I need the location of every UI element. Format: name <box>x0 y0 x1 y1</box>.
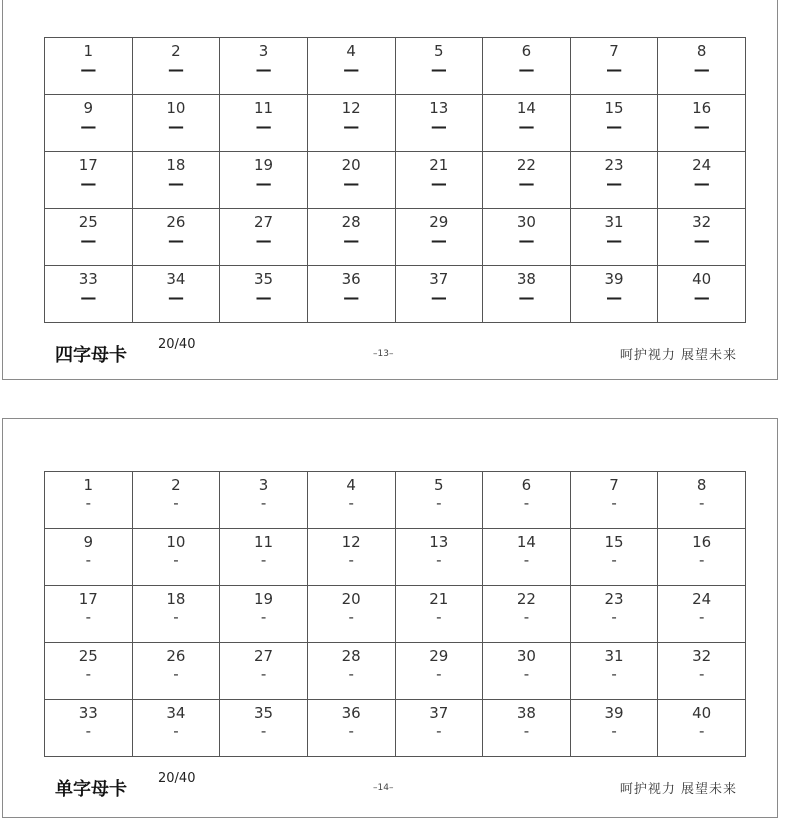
cell-number: 6 <box>521 42 532 60</box>
answer-blank: - <box>436 551 442 569</box>
cell-number: 37 <box>429 704 449 722</box>
grid-cell <box>308 586 396 643</box>
answer-blank: — <box>80 174 97 193</box>
grid-cell <box>220 95 308 152</box>
grid-cell <box>133 472 221 529</box>
grid-cell <box>396 700 484 757</box>
grid-cell <box>483 643 571 700</box>
answer-blank: — <box>255 60 272 79</box>
cell-number: 32 <box>692 647 712 665</box>
cell-number: 36 <box>341 704 361 722</box>
answer-blank: — <box>430 117 447 136</box>
grid-cell <box>571 529 659 586</box>
cell-number: 40 <box>692 270 712 288</box>
answer-blank: - <box>698 494 705 512</box>
grid-cell <box>483 95 571 152</box>
four-letter-card <box>2 0 778 380</box>
cell-number: 25 <box>78 647 98 665</box>
cell-number: 23 <box>604 590 624 608</box>
cell-number: 22 <box>516 590 536 608</box>
answer-blank: - <box>436 665 442 683</box>
cell-number: 29 <box>429 213 449 231</box>
grid-cell <box>308 95 396 152</box>
cell-number: 35 <box>254 704 274 722</box>
grid-cell <box>220 266 308 323</box>
cell-number: 18 <box>166 590 186 608</box>
answer-blank: — <box>430 288 447 307</box>
answer-blank: - <box>85 494 92 512</box>
answer-blank: - <box>85 665 92 683</box>
grid-cell <box>483 266 571 323</box>
answer-blank: — <box>343 288 360 307</box>
grid-cell <box>220 643 308 700</box>
answer-blank: — <box>343 231 360 250</box>
answer-blank: — <box>430 231 447 250</box>
answer-blank: - <box>523 608 530 626</box>
grid-cell <box>483 472 571 529</box>
answer-blank: - <box>436 494 442 512</box>
grid-cell <box>220 586 308 643</box>
grid-cell <box>396 529 484 586</box>
cell-number: 4 <box>346 476 356 494</box>
grid-cell <box>133 700 221 757</box>
grid-cell <box>308 472 396 529</box>
grid-cell <box>45 95 133 152</box>
cell-number: 14 <box>516 99 536 117</box>
grid-cell <box>658 700 746 757</box>
cell-number: 11 <box>254 533 274 551</box>
answer-blank: - <box>698 551 705 569</box>
answer-blank: — <box>343 60 360 79</box>
grid-cell <box>658 152 746 209</box>
cell-number: 24 <box>692 156 712 174</box>
cell-number: 4 <box>346 42 356 60</box>
grid-cell <box>396 643 484 700</box>
grid-cell <box>45 472 133 529</box>
cell-number: 30 <box>516 213 536 231</box>
answer-blank: - <box>85 722 92 740</box>
grid-cell <box>658 95 746 152</box>
card-footer <box>3 337 777 371</box>
answer-blank: — <box>430 60 447 79</box>
grid-cell <box>133 95 221 152</box>
answer-blank: - <box>173 494 179 512</box>
grid-cell <box>483 38 571 95</box>
cell-number: 35 <box>254 270 274 288</box>
cell-number: 10 <box>166 533 186 551</box>
page-number: –14– <box>373 783 394 793</box>
answer-blank: - <box>698 722 705 740</box>
grid-cell <box>45 586 133 643</box>
answer-blank: - <box>348 551 354 569</box>
answer-blank: - <box>698 665 705 683</box>
card-fraction: 20/40 <box>158 337 196 352</box>
slogan: 呵护视力 展望未来 <box>619 782 737 797</box>
answer-blank: - <box>698 608 705 626</box>
cell-number: 38 <box>516 270 536 288</box>
answer-blank: — <box>343 174 360 193</box>
cell-number: 11 <box>254 99 274 117</box>
answer-blank: - <box>523 722 530 740</box>
cell-number: 31 <box>604 647 624 665</box>
cell-number: 9 <box>83 533 94 551</box>
answer-blank: - <box>173 722 179 740</box>
cell-number: 32 <box>692 213 712 231</box>
grid-cell <box>396 266 484 323</box>
grid-cell <box>220 472 308 529</box>
cell-number: 17 <box>78 156 98 174</box>
cell-number: 22 <box>516 156 536 174</box>
answer-blank: — <box>80 60 97 79</box>
cell-number: 2 <box>171 42 181 60</box>
cell-number: 33 <box>78 270 98 288</box>
grid-cell <box>571 472 659 529</box>
cell-number: 3 <box>258 476 269 494</box>
cell-number: 39 <box>604 270 624 288</box>
cell-number: 20 <box>341 590 361 608</box>
grid-cell <box>658 529 746 586</box>
grid-cell <box>45 152 133 209</box>
grid-cell <box>658 472 746 529</box>
answer-blank: — <box>693 231 710 250</box>
cell-number: 20 <box>341 156 361 174</box>
answer-blank: — <box>606 60 623 79</box>
grid-cell <box>571 95 659 152</box>
grid-cell <box>483 700 571 757</box>
cell-number: 7 <box>609 476 619 494</box>
grid-cell <box>308 700 396 757</box>
cell-number: 28 <box>341 647 361 665</box>
answer-blank: — <box>255 231 272 250</box>
answer-blank: - <box>348 494 354 512</box>
cell-number: 1 <box>83 476 94 494</box>
card-title: 四字母卡 <box>55 345 127 366</box>
cell-number: 17 <box>78 590 98 608</box>
slogan: 呵护视力 展望未来 <box>619 348 737 363</box>
grid-cell <box>571 38 659 95</box>
cell-number: 34 <box>166 704 186 722</box>
cell-number: 34 <box>166 270 186 288</box>
grid-cell <box>45 266 133 323</box>
grid-cell <box>220 152 308 209</box>
cell-number: 30 <box>516 647 536 665</box>
grid-cell <box>45 643 133 700</box>
cell-number: 2 <box>171 476 181 494</box>
answer-blank: - <box>611 494 617 512</box>
grid-cell <box>133 209 221 266</box>
cell-number: 23 <box>604 156 624 174</box>
answer-blank: — <box>518 288 535 307</box>
answer-blank: — <box>343 117 360 136</box>
grid-cell <box>133 643 221 700</box>
cell-number: 16 <box>692 533 712 551</box>
grid-cell <box>483 586 571 643</box>
cell-number: 19 <box>254 590 274 608</box>
answer-blank: — <box>430 174 447 193</box>
grid-cell <box>658 586 746 643</box>
answer-blank: — <box>606 117 623 136</box>
answer-blank: — <box>255 288 272 307</box>
answer-blank: — <box>693 60 710 79</box>
answer-blank: - <box>173 551 179 569</box>
answer-blank: - <box>173 608 179 626</box>
cell-number: 24 <box>692 590 712 608</box>
answer-blank: - <box>436 722 442 740</box>
cell-number: 16 <box>692 99 712 117</box>
card-fraction: 20/40 <box>158 771 196 786</box>
grid-cell <box>571 700 659 757</box>
answer-blank: - <box>611 665 617 683</box>
cell-number: 25 <box>78 213 98 231</box>
cell-number: 37 <box>429 270 449 288</box>
answer-blank: - <box>523 551 530 569</box>
answer-blank: — <box>80 117 97 136</box>
cell-number: 15 <box>604 533 624 551</box>
cell-number: 19 <box>254 156 274 174</box>
grid-cell <box>396 472 484 529</box>
cell-number: 21 <box>429 156 449 174</box>
grid-cell <box>45 38 133 95</box>
grid-cell <box>396 95 484 152</box>
grid-cell <box>483 209 571 266</box>
cell-number: 7 <box>609 42 619 60</box>
answer-blank: - <box>611 551 617 569</box>
grid-cell <box>483 529 571 586</box>
grid-cell <box>45 209 133 266</box>
grid-cell <box>571 266 659 323</box>
cell-number: 8 <box>696 476 707 494</box>
answer-blank: — <box>167 288 184 307</box>
answer-blank: - <box>260 551 267 569</box>
grid-cell <box>658 266 746 323</box>
grid-cell <box>571 643 659 700</box>
grid-cell <box>45 700 133 757</box>
answer-blank: - <box>523 494 530 512</box>
cell-number: 12 <box>341 533 361 551</box>
cell-number: 8 <box>696 42 707 60</box>
answer-blank: - <box>260 494 267 512</box>
grid-cell <box>45 529 133 586</box>
answer-blank: - <box>85 608 92 626</box>
grid-cell <box>308 643 396 700</box>
answer-blank: — <box>693 174 710 193</box>
cell-number: 9 <box>83 99 94 117</box>
cell-number: 5 <box>434 42 444 60</box>
grid-cell <box>133 266 221 323</box>
grid-cell <box>133 529 221 586</box>
grid-cell <box>133 586 221 643</box>
cell-number: 14 <box>516 533 536 551</box>
answer-blank: - <box>348 608 354 626</box>
cell-number: 6 <box>521 476 532 494</box>
cell-number: 26 <box>166 213 186 231</box>
cell-number: 3 <box>258 42 269 60</box>
cell-number: 38 <box>516 704 536 722</box>
cell-number: 21 <box>429 590 449 608</box>
page-number: –13– <box>373 349 394 359</box>
grid-cell <box>483 152 571 209</box>
cell-number: 5 <box>434 476 444 494</box>
grid-cell <box>658 643 746 700</box>
grid-cell <box>308 529 396 586</box>
answer-blank: — <box>167 117 184 136</box>
grid-cell <box>220 38 308 95</box>
grid-cell <box>133 38 221 95</box>
answer-blank: — <box>518 117 535 136</box>
answer-blank: - <box>260 665 267 683</box>
grid-cell <box>396 38 484 95</box>
grid-cell <box>396 586 484 643</box>
answer-blank: — <box>693 288 710 307</box>
answer-blank: - <box>260 608 267 626</box>
grid-cell <box>308 152 396 209</box>
cell-number: 26 <box>166 647 186 665</box>
answer-grid <box>44 37 746 323</box>
answer-blank: — <box>518 60 535 79</box>
grid-cell <box>133 152 221 209</box>
cell-number: 27 <box>254 213 274 231</box>
answer-blank: — <box>80 288 97 307</box>
answer-blank: - <box>611 722 617 740</box>
answer-blank: — <box>167 231 184 250</box>
grid-cell <box>396 152 484 209</box>
grid-cell <box>308 38 396 95</box>
grid-cell <box>220 529 308 586</box>
answer-blank: — <box>167 174 184 193</box>
grid-cell <box>308 266 396 323</box>
answer-grid <box>44 471 746 757</box>
cell-number: 12 <box>341 99 361 117</box>
answer-blank: — <box>606 231 623 250</box>
grid-cell <box>220 700 308 757</box>
answer-blank: - <box>436 608 442 626</box>
cell-number: 10 <box>166 99 186 117</box>
cell-number: 33 <box>78 704 98 722</box>
cell-number: 13 <box>429 99 449 117</box>
cell-number: 28 <box>341 213 361 231</box>
answer-blank: — <box>518 174 535 193</box>
cell-number: 40 <box>692 704 712 722</box>
answer-blank: — <box>518 231 535 250</box>
cell-number: 39 <box>604 704 624 722</box>
answer-blank: - <box>611 608 617 626</box>
answer-blank: - <box>260 722 267 740</box>
cell-number: 13 <box>429 533 449 551</box>
single-letter-card <box>2 418 778 818</box>
answer-blank: - <box>348 665 354 683</box>
cell-number: 27 <box>254 647 274 665</box>
answer-blank: — <box>80 231 97 250</box>
cell-number: 29 <box>429 647 449 665</box>
answer-blank: — <box>167 60 184 79</box>
answer-blank: - <box>523 665 530 683</box>
card-title: 单字母卡 <box>55 779 127 800</box>
answer-blank: — <box>606 288 623 307</box>
card-footer <box>3 771 777 805</box>
answer-blank: — <box>255 117 272 136</box>
grid-cell <box>571 152 659 209</box>
grid-cell <box>658 209 746 266</box>
answer-blank: - <box>173 665 179 683</box>
grid-cell <box>571 209 659 266</box>
answer-blank: — <box>606 174 623 193</box>
grid-cell <box>571 586 659 643</box>
answer-blank: — <box>255 174 272 193</box>
grid-cell <box>220 209 308 266</box>
grid-cell <box>308 209 396 266</box>
grid-cell <box>658 38 746 95</box>
cell-number: 31 <box>604 213 624 231</box>
cell-number: 15 <box>604 99 624 117</box>
answer-blank: - <box>85 551 92 569</box>
cell-number: 36 <box>341 270 361 288</box>
answer-blank: — <box>693 117 710 136</box>
grid-cell <box>396 209 484 266</box>
answer-blank: - <box>348 722 354 740</box>
cell-number: 1 <box>83 42 94 60</box>
cell-number: 18 <box>166 156 186 174</box>
